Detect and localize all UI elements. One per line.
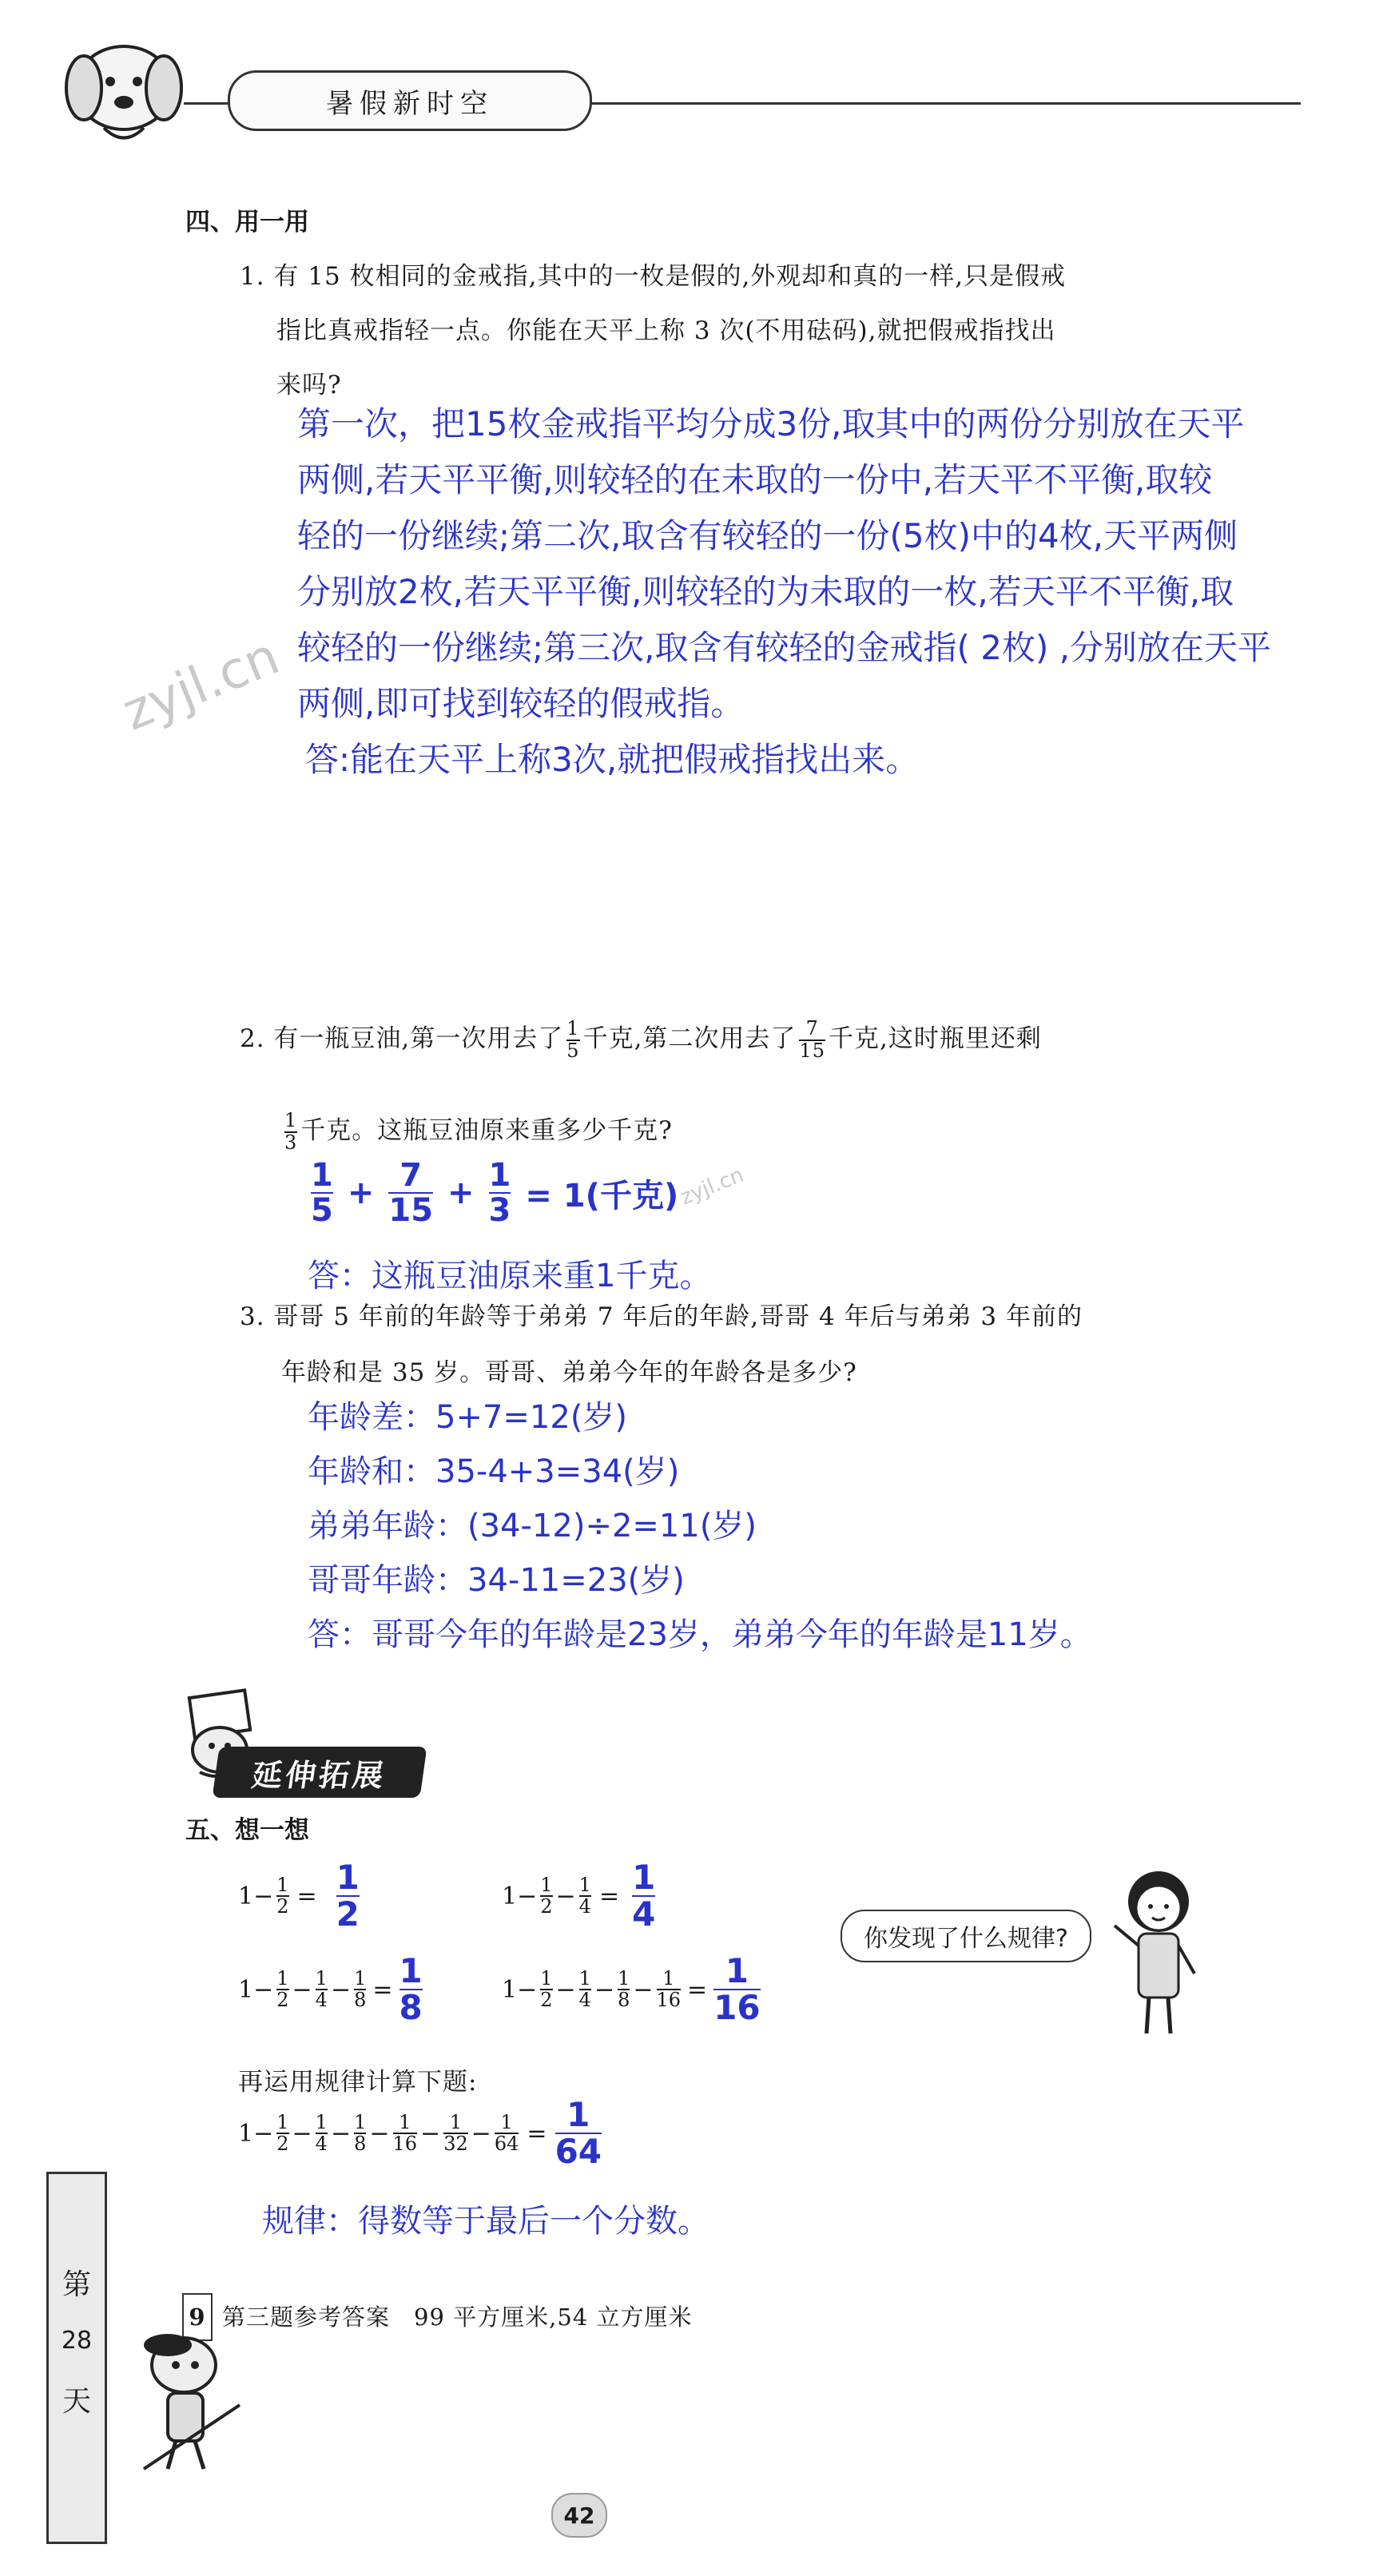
fraction [656,1966,682,2012]
q1-text [240,254,1278,407]
fraction [315,2110,328,2156]
q2-text-line2 [281,1103,1320,1159]
day-char: 天 [62,2385,91,2418]
answer-fraction [554,2095,602,2172]
numerator: 1 [315,2110,328,2133]
watermark: zyjl.cn [677,1163,748,1210]
answer-fraction [388,1159,433,1227]
numerator: 1 [566,1017,580,1040]
q1-answer-line: 较轻的一份继续;第三次,取含有较轻的金戒指( 2枚) ,分别放在天平 [297,628,1272,667]
expr-5 [238,2095,605,2172]
footnote-text: 第三题参考答案 99 平方厘米,54 立方厘米 [222,2304,693,2331]
equals-sign: = [527,2119,547,2148]
numerator: 1 [336,1858,360,1897]
denominator: 8 [399,1988,423,2028]
answer-fraction [713,1951,761,2028]
q3-line: 3. 哥哥 5 年前的年龄等于弟弟 7 年后的年龄,哥哥 4 年后与弟弟 3 年前的 [240,1302,1083,1331]
fraction [276,1875,288,1917]
fraction [579,1875,591,1917]
q1-line: 1. 有 15 枚相同的金戒指,其中的一枚是假的,外观却和真的一样,只是假戒 [240,262,1067,291]
fraction [354,1966,367,2012]
section-4-title: 四、用一用 [185,208,309,237]
q3-answer-line: 答：哥哥今年的年龄是23岁，弟弟今年的年龄是11岁。 [308,1616,1092,1653]
q3-answer [308,1390,1092,1662]
numerator: 1 [725,1951,749,1990]
q2-fraction-1-5 [566,1019,579,1060]
denominator: 2 [276,2133,289,2156]
denominator: 64 [554,2132,602,2172]
q1-answer-line: 两侧,若天平平衡,则较轻的在未取的一份中,若天平不平衡,取较 [297,460,1213,499]
denominator: 4 [315,2133,328,2156]
q2-answer: 答：这瓶豆油原来重1千克。 [308,1258,712,1294]
numerator: 1 [276,1873,289,1896]
denominator: 8 [354,2133,367,2156]
numerator: 1 [354,1966,367,1990]
header-rule-right [590,102,1301,105]
fraction [578,1966,591,2012]
denominator: 2 [540,1895,553,1918]
numerator: 1 [578,1966,591,1990]
denominator: 4 [315,1989,328,2012]
denominator: 2 [276,1895,289,1918]
q1-answer [297,396,1368,788]
q1-answer-line: 答:能在天平上称3次,就把假戒指找出来。 [305,740,920,779]
header-rule-left [184,102,232,105]
fraction [315,1966,328,2012]
answer-fraction [399,1951,423,2028]
q1-line: 来吗? [276,371,342,400]
denominator: 5 [311,1192,333,1229]
numerator: 1 [540,1873,553,1896]
numerator: 1 [618,1966,630,1990]
minus-sign: − [292,1975,312,2004]
fraction [443,2110,468,2156]
q3-answer-line: 弟弟年龄：(34-12)÷2=11(岁) [308,1508,757,1544]
answer-fraction [311,1159,333,1227]
section-5-title: 五、想一想 [185,1816,309,1845]
q3-answer-line: 年龄差：5+7=12(岁) [308,1399,628,1436]
numerator: 1 [354,2110,367,2133]
denominator: 4 [578,1895,591,1918]
q1-answer-line: 两侧,即可找到较轻的假戒指。 [297,684,745,723]
answer-fraction [336,1860,360,1932]
footer-dog-icon [112,2317,256,2477]
fraction [540,1875,552,1917]
q1-line: 指比真戒指轻一点。你能在天平上称 3 次(不用砝码),就把假戒指找出 [276,316,1056,345]
day-tab [46,2172,107,2544]
q2-fraction-1-3 [284,1111,297,1152]
numerator: 1 [284,1109,298,1132]
q2-result: = 1(千克) [525,1177,679,1214]
speech-bubble: 你发现了什么规律? [841,1910,1091,1962]
q3-answer-line: 哥哥年龄：34-11=23(岁) [308,1562,685,1599]
numerator: 7 [805,1017,819,1040]
denominator: 2 [540,1989,553,2012]
equals-sign: = [372,1975,393,2004]
fraction [618,1966,630,2012]
numerator: 1 [488,1157,511,1194]
q2-part3: 千克,这时瓶里还剩 [828,1024,1042,1053]
denominator: 32 [443,2133,468,2156]
q2-part2: 千克,第二次用去了 [582,1024,797,1053]
numerator: 1 [662,1966,675,1990]
mascot-dog-icon [48,32,200,152]
numerator: 1 [311,1157,333,1194]
answer-fraction [632,1860,655,1932]
minus-sign: − [555,1975,576,2004]
denominator: 2 [276,1989,289,2012]
minus-sign: − [420,2119,441,2148]
numerator: 7 [399,1157,423,1194]
page-number: 42 [551,2493,607,2538]
numerator: 1 [632,1858,656,1897]
denominator: 64 [494,2133,519,2156]
denominator: 3 [488,1192,511,1229]
extension-banner: 延伸拓展 [213,1747,427,1798]
denominator: 4 [578,1989,591,2012]
rule-text: 规律：得数等于最后一个分数。 [262,2203,709,2240]
q2-part1: 2. 有一瓶豆油,第一次用去了 [240,1024,564,1053]
q2-text [240,1011,1326,1067]
footnote [182,2293,692,2341]
expr-prefix: 1− [238,2119,274,2148]
girl-illustration-icon [1103,1862,1214,2045]
denominator: 16 [392,2133,418,2156]
plus-sign: + [447,1175,475,1211]
day-char: 第 [62,2268,91,2301]
q3-answer-line: 年龄和：35-4+3=34(岁) [308,1453,680,1490]
numerator: 1 [578,1873,591,1896]
denominator: 16 [656,1989,682,2012]
numerator: 1 [399,2110,411,2133]
denominator: 5 [566,1039,580,1062]
equals-sign: = [598,1882,620,1910]
minus-sign: − [594,1975,615,2004]
fraction [276,1966,289,2012]
plus-sign: + [347,1175,375,1211]
denominator: 3 [284,1131,298,1154]
fraction [540,1966,553,2012]
fraction [276,2110,289,2156]
day-number: 28 [61,2327,93,2355]
numerator: 1 [276,1966,289,1990]
denominator: 8 [618,1989,630,2012]
numerator: 1 [566,2095,590,2134]
denominator: 16 [713,1988,761,2028]
fraction [494,2110,519,2156]
expr-3 [238,1951,426,2028]
answer-fraction [489,1159,511,1227]
expr-prefix: 1− [502,1882,538,1910]
expr-prefix: 1− [238,1882,274,1910]
numerator: 1 [276,2110,289,2133]
denominator: 2 [336,1894,360,1934]
q1-answer-line: 轻的一份继续;第二次,取含有较轻的一份(5枚)中的4枚,天平两侧 [297,516,1238,555]
minus-sign: − [292,2119,312,2148]
equals-sign: = [687,1975,708,2004]
footnote-number: 9 [182,2293,213,2341]
minus-sign: − [555,1882,576,1910]
expr-prefix: 1− [238,1975,274,2004]
watermark: zyjl.cn [114,626,288,743]
q3-line: 年龄和是 35 岁。哥哥、弟弟今年的年龄各是多少? [281,1358,857,1387]
fraction [392,2110,418,2156]
numerator: 1 [449,2110,463,2133]
minus-sign: − [330,1975,352,2004]
minus-sign: − [471,2119,491,2148]
minus-sign: − [633,1975,654,2004]
expr-4 [502,1951,764,2028]
q2-answer-equation [308,1159,678,1227]
minus-sign: − [330,2119,352,2148]
expr-2 [502,1860,658,1932]
expr-prefix: 1− [502,1975,538,2004]
q2-fraction-7-15 [799,1019,825,1060]
equals-sign: = [296,1882,317,1910]
denominator: 4 [632,1894,656,1934]
numerator: 1 [399,1951,423,1990]
minus-sign: − [369,2119,390,2148]
expr-1 [238,1860,363,1932]
numerator: 1 [540,1966,553,1990]
numerator: 1 [315,1966,328,1990]
q3-text [240,1294,1326,1395]
header-title: 暑假新时空 [228,70,592,131]
instruction-text: 再运用规律计算下题: [238,2068,478,2097]
denominator: 15 [799,1039,825,1062]
denominator: 15 [388,1192,434,1229]
q1-answer-line: 分别放2枚,若天平平衡,则较轻的为未取的一枚,若天平不平衡,取 [297,572,1234,611]
denominator: 8 [354,1989,367,2012]
fraction [354,2110,367,2156]
numerator: 1 [500,2110,513,2133]
q1-answer-line: 第一次，把15枚金戒指平均分成3份,取其中的两份分别放在天平 [297,404,1245,443]
q2-part4: 千克。这瓶豆油原来重多少千克? [300,1116,673,1145]
